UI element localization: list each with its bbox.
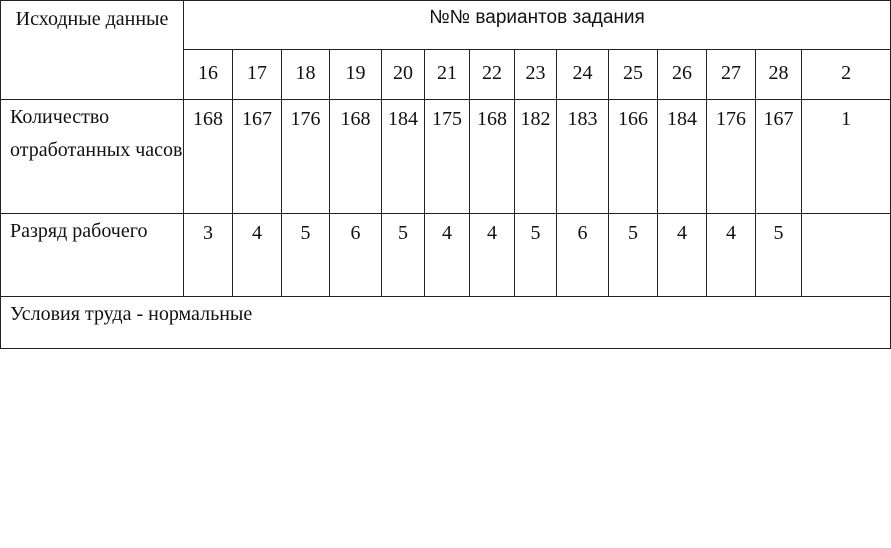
hours-value: 183: [557, 100, 609, 214]
header-row-top: [1, 1, 891, 50]
grade-value: 4: [233, 214, 282, 297]
grade-value: 6: [557, 214, 609, 297]
variant-number: 22: [470, 50, 515, 100]
hours-value: 1: [802, 100, 891, 214]
hours-value: 184: [382, 100, 425, 214]
variants-label-cell: [184, 1, 891, 50]
variant-number: 16: [184, 50, 233, 100]
variants-label: №№ вариантов задания: [429, 7, 645, 28]
hours-value: 176: [282, 100, 330, 214]
header-label-cell: [1, 1, 184, 100]
grade-value: 4: [707, 214, 756, 297]
header-label: Исходные данные: [15, 8, 169, 30]
hours-row: [1, 100, 891, 214]
variant-number: 24: [557, 50, 609, 100]
variant-number: 28: [756, 50, 802, 100]
variant-number: 25: [609, 50, 658, 100]
variant-number: 18: [282, 50, 330, 100]
hours-value: 166: [609, 100, 658, 214]
hours-value: 168: [470, 100, 515, 214]
hours-value: 167: [756, 100, 802, 214]
grade-value: 3: [184, 214, 233, 297]
working-conditions-note: Условия труда - нормальные: [1, 297, 891, 349]
hours-value: 168: [330, 100, 382, 214]
footer-row: [1, 297, 891, 349]
variant-number: 27: [707, 50, 756, 100]
variant-number: 20: [382, 50, 425, 100]
grade-value: [802, 214, 891, 297]
variant-number: 23: [515, 50, 557, 100]
variant-number: 26: [658, 50, 707, 100]
variant-number: 17: [233, 50, 282, 100]
grade-value: 4: [658, 214, 707, 297]
hours-value: 176: [707, 100, 756, 214]
grade-value: 5: [382, 214, 425, 297]
grade-value: 5: [515, 214, 557, 297]
grade-value: 5: [756, 214, 802, 297]
hours-value: 167: [233, 100, 282, 214]
grade-row-label: Разряд рабочего: [1, 214, 184, 297]
variant-number: 2: [802, 50, 891, 100]
variant-number: 21: [425, 50, 470, 100]
grade-value: 4: [470, 214, 515, 297]
hours-value: 168: [184, 100, 233, 214]
hours-row-label: Количество отработанных часов: [1, 100, 184, 214]
variant-number: 19: [330, 50, 382, 100]
hours-value: 182: [515, 100, 557, 214]
grade-value: 6: [330, 214, 382, 297]
hours-value: 184: [658, 100, 707, 214]
grade-row: [1, 214, 891, 297]
hours-value: 175: [425, 100, 470, 214]
grade-value: 5: [609, 214, 658, 297]
grade-value: 5: [282, 214, 330, 297]
grade-value: 4: [425, 214, 470, 297]
